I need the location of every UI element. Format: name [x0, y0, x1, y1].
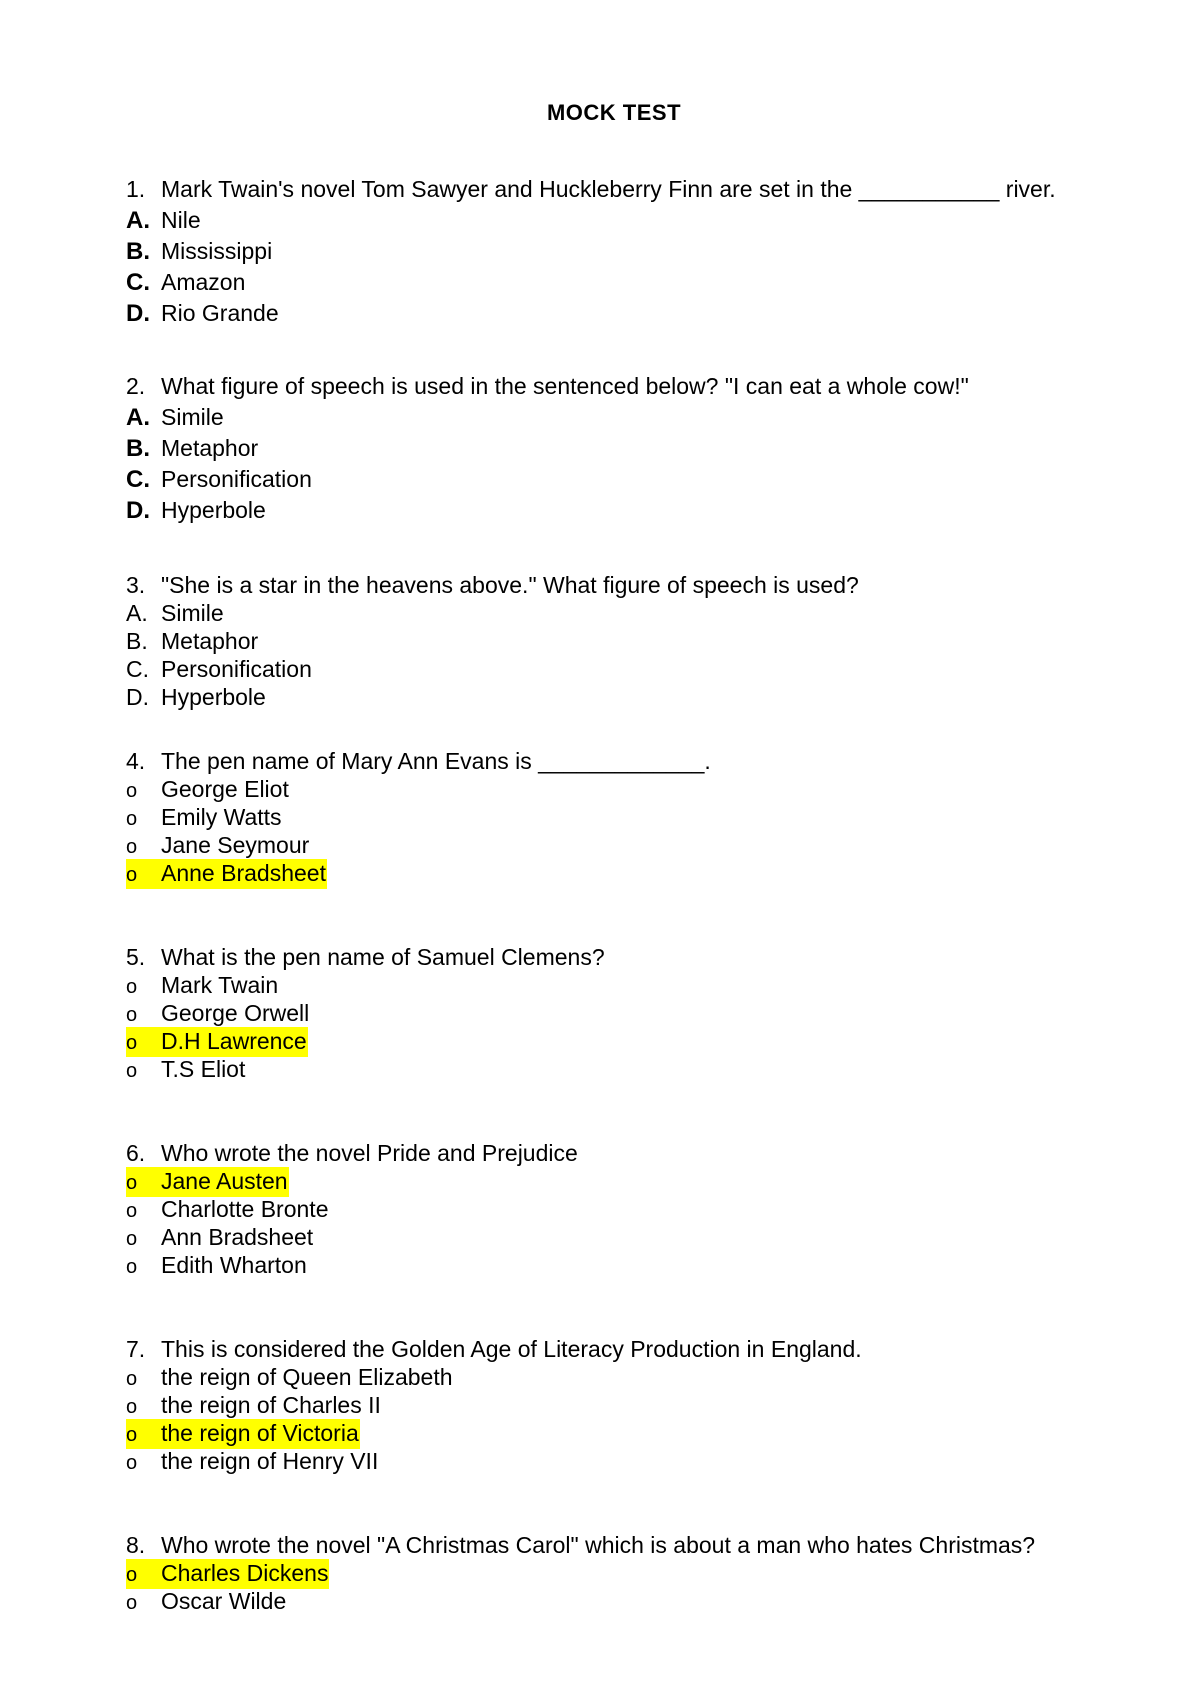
question-2	[126, 371, 969, 526]
option-c: C. Amazon	[126, 269, 246, 296]
option-a: A. Simile	[126, 600, 224, 626]
question-stem: 5. What is the pen name of Samuel Clemens?	[126, 944, 605, 970]
option-a: A. Nile	[126, 207, 201, 234]
option-bullet-highlighted: o the reign of Victoria	[126, 1419, 862, 1447]
option-bullet: o the reign of Charles II	[126, 1392, 381, 1418]
question-7	[126, 1334, 862, 1475]
question-1	[126, 174, 1056, 329]
question-stem: 8. Who wrote the novel "A Christmas Carol" which is about a man who hates Christmas?	[126, 1532, 1036, 1558]
option-b: B. Mississippi	[126, 238, 273, 265]
question-8	[126, 1530, 1035, 1615]
option-bullet: o Emily Watts	[126, 804, 282, 830]
option-d: D. Hyperbole	[126, 497, 266, 524]
option-bullet: o George Orwell	[126, 1000, 310, 1026]
option-bullet: o Charlotte Bronte	[126, 1196, 329, 1222]
option-bullet: o Ann Bradsheet	[126, 1224, 314, 1250]
question-6	[126, 1138, 578, 1279]
option-d: D. Rio Grande	[126, 300, 279, 327]
option-bullet: o Mark Twain	[126, 972, 279, 998]
option-bullet: o T.S Eliot	[126, 1056, 246, 1082]
option-d: D. Hyperbole	[126, 684, 266, 710]
question-3	[126, 570, 859, 711]
option-bullet-highlighted: o D.H Lawrence	[126, 1027, 605, 1055]
option-b: B. Metaphor	[126, 628, 259, 654]
question-stem: 3. "She is a star in the heavens above." What figure of speech is used?	[126, 572, 859, 598]
question-stem: 6. Who wrote the novel Pride and Prejudice	[126, 1140, 578, 1166]
option-bullet: o Oscar Wilde	[126, 1588, 287, 1614]
option-bullet: o the reign of Queen Elizabeth	[126, 1364, 453, 1390]
option-bullet: o Edith Wharton	[126, 1252, 307, 1278]
option-bullet-highlighted: o Anne Bradsheet	[126, 859, 711, 887]
option-c: C. Personification	[126, 656, 312, 682]
question-stem: 1. Mark Twain's novel Tom Sawyer and Huckleberry Finn are set in the ___________ river.	[126, 176, 1056, 202]
question-stem: 2. What figure of speech is used in the sentenced below? "I can eat a whole cow!"	[126, 373, 969, 399]
option-b: B. Metaphor	[126, 435, 259, 462]
question-stem: 7. This is considered the Golden Age of Literacy Production in England.	[126, 1336, 862, 1362]
option-bullet: o the reign of Henry VII	[126, 1448, 379, 1474]
option-a: A. Simile	[126, 404, 224, 431]
question-stem: 4. The pen name of Mary Ann Evans is _____________.	[126, 748, 711, 774]
option-bullet-highlighted: o Jane Austen	[126, 1167, 578, 1195]
question-4	[126, 746, 711, 887]
option-bullet-highlighted: o Charles Dickens	[126, 1559, 1035, 1587]
page-title: MOCK TEST	[546, 100, 682, 125]
option-bullet: o Jane Seymour	[126, 832, 310, 858]
option-c: C. Personification	[126, 466, 312, 493]
option-bullet: o George Eliot	[126, 776, 289, 802]
question-5	[126, 942, 605, 1083]
